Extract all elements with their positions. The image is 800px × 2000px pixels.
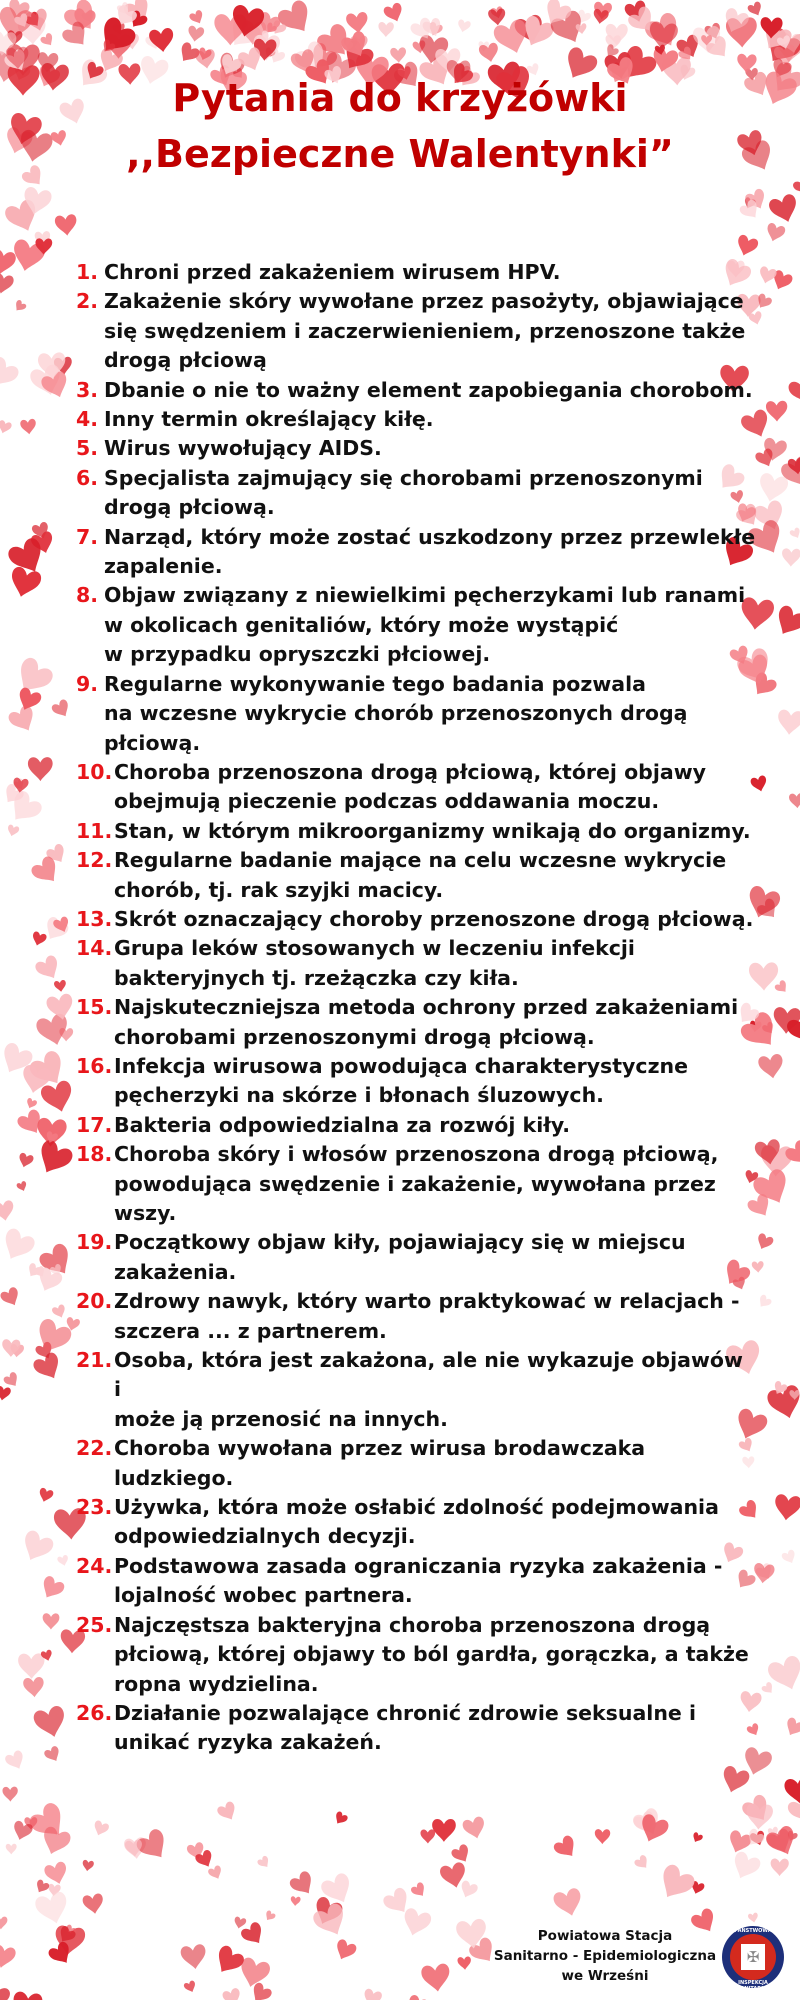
heart-icon (410, 1881, 429, 1900)
heart-icon (781, 548, 800, 567)
question-text: Zakażenie skóry wywołane przez pasożyty, objawiające się swędzeniem i zaczerwienieniem, przenoszone także drogą płciową (104, 289, 746, 373)
heart-icon (776, 709, 800, 736)
heart-icon (2, 1371, 21, 1390)
heart-icon (17, 1152, 35, 1169)
heart-icon (6, 824, 20, 838)
heart-icon (784, 1776, 800, 1806)
title-line-2: ,,Bezpieczne Walentynki” (126, 132, 674, 176)
heart-icon (782, 1716, 800, 1739)
heart-icon (39, 1079, 76, 1116)
heart-icon (31, 1351, 65, 1385)
heart-icon (757, 266, 777, 286)
heart-icon (0, 248, 17, 277)
question-text: Bakteria odpowiedzialna za rozwój kiły. (114, 1112, 571, 1137)
heart-icon (332, 1938, 358, 1963)
question-number: 10. (76, 759, 113, 784)
heart-icon (32, 1704, 69, 1740)
heart-icon (0, 419, 12, 435)
heart-icon (0, 1386, 11, 1402)
heart-icon (774, 979, 790, 995)
heart-icon (7, 565, 43, 600)
heart-icon (290, 1896, 301, 1906)
question-number: 14. (76, 936, 113, 961)
question-item (76, 1434, 756, 1493)
heart-icon (210, 1944, 246, 1980)
question-item (76, 1346, 756, 1434)
question-item (76, 1493, 756, 1552)
question-item (76, 1052, 756, 1111)
heart-icon (420, 1829, 435, 1843)
question-text: Grupa leków stosowanych w leczeniu infekcji bakteryjnych tj. rzeżączka czy kiła. (114, 936, 635, 990)
heart-icon (54, 214, 78, 237)
heart-icon (747, 1, 765, 19)
question-text: Infekcja wirusowa powodująca charakterystyczne pęcherzyki na skórze i błonach śluzowych. (114, 1053, 688, 1108)
question-item (76, 934, 756, 993)
question-number: 7. (76, 524, 99, 549)
heart-icon (728, 1850, 762, 1884)
question-text: Zdrowy nawyk, który warto praktykować w relacjach - szczera ... z partnerem. (114, 1289, 740, 1343)
heart-icon (188, 9, 205, 26)
heart-icon (2, 1787, 18, 1802)
heart-icon (552, 1834, 581, 1863)
heart-icon (691, 1832, 704, 1845)
heart-icon (32, 1138, 75, 1180)
page-title (0, 70, 800, 182)
question-item (76, 846, 756, 905)
question-text: Działanie pozwalające chronić zdrowie seksualne i unikać ryzyka zakażeń. (114, 1700, 696, 1755)
heart-icon (450, 1843, 473, 1866)
footer-line-1: Powiatowa Stacja (537, 1928, 673, 1944)
heart-icon (773, 1494, 800, 1522)
eagle-emblem-icon: ✠ (746, 1948, 760, 1966)
heart-icon (17, 1528, 55, 1566)
question-number: 16. (76, 1053, 113, 1078)
question-number: 19. (76, 1230, 113, 1255)
question-text: Skrót oznaczający choroby przenoszone drogą płciową. (114, 906, 754, 931)
question-item (76, 817, 756, 846)
heart-icon (767, 193, 800, 226)
question-number: 20. (76, 1289, 113, 1314)
heart-icon (11, 1991, 43, 2000)
heart-icon (0, 1944, 17, 1970)
heart-icon (0, 1226, 37, 1265)
heart-icon (51, 1304, 68, 1320)
heart-icon (233, 1916, 247, 1930)
question-number: 4. (76, 407, 99, 432)
question-text: Regularne badanie mające na celu wczesne wykrycie chorób, tj. rak szyjki macicy. (114, 848, 727, 902)
question-item (76, 1287, 756, 1346)
heart-icon (346, 11, 370, 34)
heart-icon (50, 698, 72, 720)
question-item (76, 376, 756, 405)
heart-icon (18, 1653, 45, 1679)
question-text: Chroni przed zakażeniem wirusem HPV. (104, 260, 561, 284)
question-text: Najczęstsza bakteryjna choroba przenoszona drogą płciową, której objawy to ból gardła, gorączka, a także ropna wydzielina. (114, 1612, 749, 1696)
footer-line-3: we Wrześni (561, 1968, 649, 1984)
heart-icon (0, 1200, 16, 1223)
footer-organization (490, 1926, 720, 1986)
question-text: Objaw związany z niewielkimi pęcherzykami lub ranami w okolicach genitaliów, który może wystąpić w przypadku opryszczki płciowej. (104, 583, 746, 667)
heart-icon (91, 1820, 110, 1838)
heart-icon (761, 1681, 776, 1696)
question-number: 2. (76, 289, 99, 314)
heart-icon (771, 1858, 789, 1876)
question-item (76, 758, 756, 817)
question-number: 11. (76, 818, 113, 843)
heart-icon (456, 19, 471, 34)
question-number: 1. (76, 260, 99, 284)
heart-icon (7, 704, 40, 737)
heart-icon (30, 931, 47, 948)
question-number: 23. (76, 1495, 113, 1520)
heart-icon (23, 1677, 45, 1698)
heart-icon (82, 1860, 95, 1872)
heart-icon (789, 527, 800, 540)
question-item (76, 993, 756, 1052)
question-text: Narząd, który może zostać uszkodzony przez przewlekłe zapalenie. (104, 524, 756, 579)
footer-line-2: Sanitarno - Epidemiologiczna (493, 1948, 717, 1964)
question-text: Choroba skóry i włosów przenoszona drogą płciową, powodująca swędzenie i zakażenie, wywołana przez wszy. (114, 1142, 719, 1225)
heart-icon (404, 1994, 430, 2000)
heart-icon (734, 234, 759, 259)
heart-icon (756, 1294, 773, 1311)
question-item (76, 405, 756, 434)
sanitary-inspection-logo (722, 1926, 784, 1992)
logo-text-top: PAŃSTWOWA (734, 1928, 772, 1934)
title-line-1: Pytania do krzyżówki (172, 76, 628, 120)
heart-icon (34, 1890, 72, 1927)
question-item (76, 1611, 756, 1699)
heart-icon (20, 419, 37, 436)
question-text: Używka, która może osłabić zdolność podejmowania odpowiedzialnych decyzji. (114, 1495, 719, 1549)
heart-icon (400, 1907, 433, 1940)
heart-icon (256, 1855, 271, 1870)
heart-icon (187, 25, 205, 43)
logo-text-bottom: INSPEKCJA SANITARNA (736, 1980, 770, 1992)
question-item (76, 523, 756, 582)
question-number: 15. (76, 995, 113, 1020)
heart-icon (789, 793, 800, 809)
heart-icon (207, 1865, 224, 1882)
question-text: Inny termin określający kiłę. (104, 407, 434, 432)
heart-icon (0, 1982, 12, 2000)
question-text: Najskuteczniejsza metoda ochrony przed zakażeniami chorobami przenoszonymi drogą płciową. (114, 995, 739, 1049)
heart-icon (0, 1917, 7, 1930)
question-item (76, 258, 756, 287)
heart-icon (43, 1745, 63, 1765)
question-number: 24. (76, 1553, 113, 1578)
heart-icon (28, 757, 53, 781)
heart-icon (54, 980, 67, 993)
heart-icon (0, 272, 15, 295)
heart-icon (725, 1829, 753, 1856)
question-item (76, 287, 756, 375)
question-text: Choroba wywołana przez wirusa brodawczaka ludzkiego. (114, 1436, 646, 1490)
heart-icon (361, 1988, 383, 2000)
heart-icon (34, 954, 64, 984)
heart-icon (390, 47, 407, 63)
question-number: 5. (76, 436, 99, 461)
question-text: Dbanie o nie to ważny element zapobiegania chorobom. (104, 377, 753, 402)
question-number: 25. (76, 1612, 113, 1637)
heart-icon (552, 1887, 585, 1919)
question-item (76, 905, 756, 934)
heart-icon (457, 1956, 472, 1970)
heart-icon (82, 1893, 105, 1916)
heart-icon (458, 1880, 479, 1901)
heart-icon (757, 1053, 785, 1080)
heart-icon (781, 1549, 798, 1566)
heart-icon (432, 1819, 456, 1842)
heart-icon (57, 1554, 70, 1567)
heart-icon (37, 1574, 66, 1602)
heart-icon (4, 1749, 28, 1772)
question-text: Stan, w którym mikroorganizmy wnikają do organizmy. (114, 818, 751, 843)
heart-icon (6, 1844, 17, 1855)
question-item (76, 1111, 756, 1140)
question-number: 13. (76, 906, 113, 931)
heart-icon (33, 1879, 50, 1896)
heart-icon (12, 299, 27, 314)
heart-icon (461, 1816, 487, 1842)
heart-icon (382, 2, 405, 25)
question-text: Podstawowa zasada ograniczania ryzyka zakażenia - lojalność wobec partnera. (114, 1553, 723, 1608)
heart-icon (764, 222, 786, 244)
questions-list (76, 258, 756, 1758)
question-number: 3. (76, 377, 99, 402)
question-item (76, 581, 756, 669)
heart-icon (263, 1910, 276, 1923)
question-number: 17. (76, 1112, 113, 1137)
question-number: 9. (76, 671, 99, 696)
heart-icon (332, 1810, 348, 1826)
heart-icon (748, 1912, 759, 1923)
question-item (76, 464, 756, 523)
question-item (76, 434, 756, 463)
heart-icon (787, 376, 800, 407)
question-item (76, 670, 756, 758)
question-number: 21. (76, 1348, 113, 1373)
question-item (76, 1552, 756, 1611)
question-text: Regularne wykonywanie tego badania pozwala na wczesne wykrycie chorób przenoszonych drogą płciową. (104, 671, 688, 755)
heart-icon (216, 1800, 240, 1824)
question-text: Początkowy objaw kiły, pojawiający się w miejscu zakażenia. (114, 1230, 686, 1284)
question-item (76, 1228, 756, 1287)
heart-icon (43, 1861, 70, 1887)
question-text: Osoba, która jest zakażona, ale nie wykazuje objawów i może ją przenosić na innych. (114, 1348, 743, 1431)
heart-icon (595, 1829, 611, 1844)
heart-icon (653, 1862, 697, 1906)
question-text: Specjalista zajmujący się chorobami przenoszonymi drogą płciową. (104, 465, 703, 520)
question-text: Wirus wywołujący AIDS. (104, 436, 382, 461)
question-number: 18. (76, 1142, 113, 1167)
question-number: 12. (76, 848, 113, 873)
heart-icon (719, 1765, 751, 1797)
heart-icon (39, 32, 56, 49)
heart-icon (221, 1987, 243, 2000)
heart-icon (59, 1028, 73, 1042)
heart-icon (43, 1613, 60, 1629)
heart-icon (183, 1980, 198, 1994)
heart-icon (766, 401, 788, 422)
heart-icon (16, 1180, 28, 1192)
heart-icon (37, 1487, 54, 1504)
heart-icon (420, 1963, 451, 1994)
question-number: 8. (76, 583, 99, 608)
heart-icon (754, 1232, 774, 1252)
question-item (76, 1140, 756, 1228)
heart-icon (25, 1097, 38, 1110)
question-text: Choroba przenoszona drogą płciową, której objawy obejmują pieczenie podczas oddawania moczu. (114, 759, 707, 814)
heart-icon (148, 27, 175, 53)
question-number: 26. (76, 1700, 113, 1725)
heart-icon (378, 22, 394, 37)
heart-icon (633, 1854, 651, 1872)
heart-icon (0, 1286, 23, 1309)
question-number: 6. (76, 465, 99, 490)
heart-icon (0, 355, 21, 394)
heart-icon (771, 603, 800, 640)
heart-icon (288, 1870, 318, 1900)
heart-icon (180, 1944, 208, 1971)
heart-icon (275, 0, 317, 40)
question-number: 22. (76, 1436, 113, 1461)
question-item (76, 1699, 756, 1758)
